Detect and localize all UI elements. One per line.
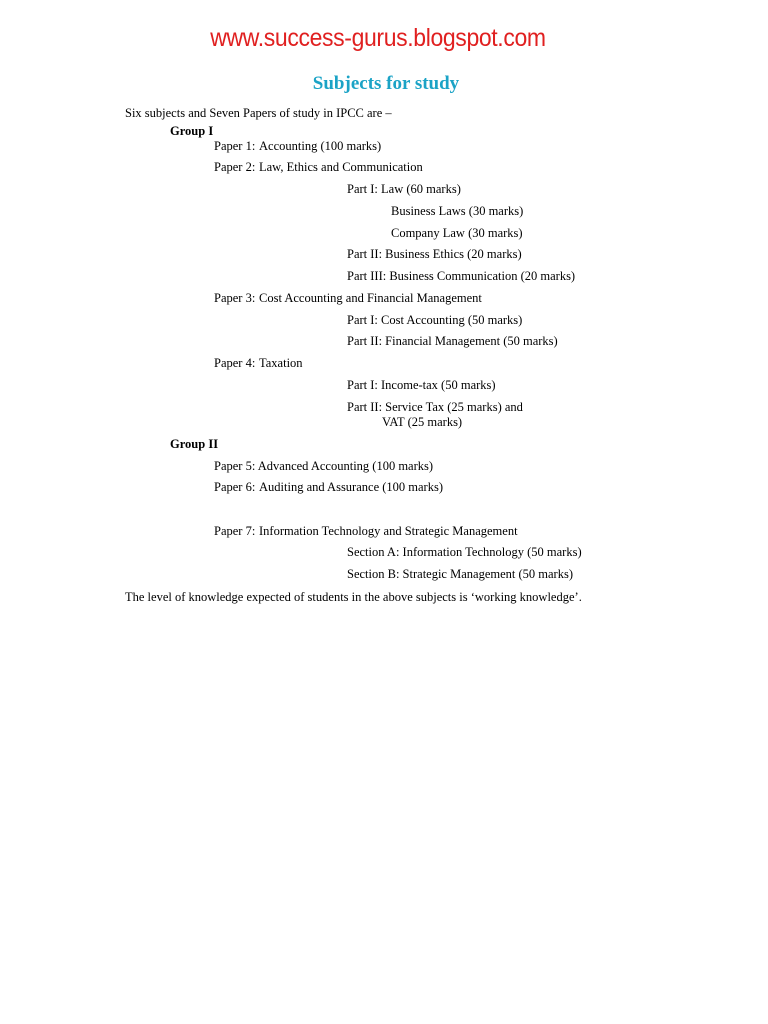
paper-7-number: Paper 7:: [214, 524, 256, 538]
paper-7-line: [214, 523, 518, 539]
page-title: Subjects for study: [312, 73, 460, 94]
closing-text: The level of knowledge expected of students in the above subjects is ‘working knowledge’.: [125, 590, 582, 604]
paper-3-part-2: Part II: Financial Management (50 marks): [347, 334, 558, 348]
paper-7-title: Information Technology and Strategic Management: [259, 524, 518, 538]
paper-2-company-law: Company Law (30 marks): [391, 226, 523, 240]
site-url-header: www.success-gurus.blogspot.com: [210, 24, 546, 52]
paper-1-title: Accounting (100 marks): [259, 139, 382, 153]
paper-6-title: Auditing and Assurance (100 marks): [259, 480, 443, 494]
paper-4-part-2-line-1: Part II: Service Tax (25 marks) and: [347, 400, 523, 414]
paper-2-part-2: Part II: Business Ethics (20 marks): [347, 247, 522, 261]
paper-2-part-3: Part III: Business Communication (20 marks): [347, 269, 576, 283]
paper-7-section-a: Section A: Information Technology (50 marks): [347, 545, 582, 559]
paper-3-line: [214, 290, 482, 306]
paper-4-number: Paper 4:: [214, 356, 256, 370]
paper-3-part-1: Part I: Cost Accounting (50 marks): [347, 313, 523, 327]
paper-1-number: Paper 1:: [214, 139, 256, 153]
group-1-heading: Group I: [170, 124, 214, 138]
paper-2-title: Law, Ethics and Communication: [259, 160, 423, 174]
paper-4-part-1: Part I: Income-tax (50 marks): [347, 378, 496, 392]
paper-4-line: [214, 355, 303, 371]
paper-7-section-b: Section B: Strategic Management (50 marks): [347, 567, 573, 581]
paper-1-line: [214, 138, 381, 154]
paper-4-title: Taxation: [259, 356, 303, 370]
paper-2-part-1: Part I: Law (60 marks): [347, 182, 461, 196]
group-2-heading: Group II: [170, 437, 219, 451]
paper-2-business-laws: Business Laws (30 marks): [391, 204, 524, 218]
paper-2-line: [214, 159, 423, 175]
paper-4-part-2-line-2: VAT (25 marks): [382, 415, 463, 429]
paper-3-title: Cost Accounting and Financial Management: [259, 291, 482, 305]
paper-6-number: Paper 6:: [214, 480, 256, 494]
paper-5-line: Paper 5: Advanced Accounting (100 marks): [214, 459, 434, 473]
paper-6-line: [214, 479, 443, 495]
paper-2-number: Paper 2:: [214, 160, 256, 174]
intro-text: Six subjects and Seven Papers of study in IPCC are –: [125, 106, 392, 120]
paper-3-number: Paper 3:: [214, 291, 256, 305]
